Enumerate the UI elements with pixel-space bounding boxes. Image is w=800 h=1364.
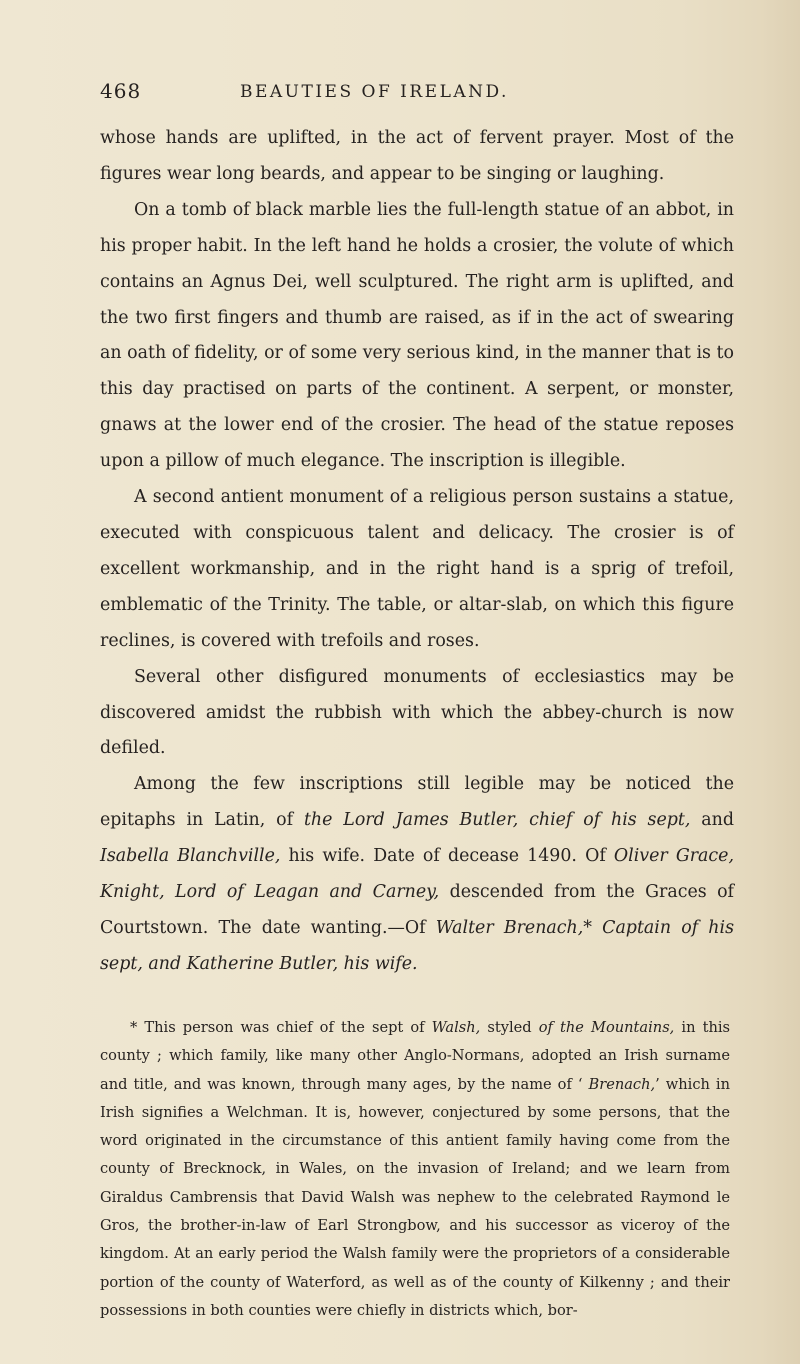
epitaph-and: and: [690, 810, 735, 831]
footnote-marker: *: [583, 917, 592, 938]
epitaph-intro: Among the few inscriptions still legible may be noticed the epitaphs in Latin, of: [100, 774, 734, 831]
epitaph-date-1490: his wife. Date of decease 1490. Of: [280, 846, 614, 867]
footnote-walsh: Walsh,: [431, 1019, 481, 1036]
paragraph-continued: whose hands are uplifted, in the act of fervent prayer. Most of the figures wear long beards, and appear to be singing or laughing.: [100, 128, 734, 184]
footnote: [100, 1014, 730, 1325]
footnote-text-4: ’ which in Irish signifies a Welchman. It is, however, conjectured by some persons, that the word originated in the circumstance of this antient family having come from the county of Brecknock, in Wales, on the invasion of Ireland; and we learn from Giraldus Cambrensis that David Walsh was nephew to the celebrated Raymond le Gros, the brother-in-law of Earl Strongbow, and his successor as viceroy of the kingdom. At an early period the Walsh family were the proprietors of a considerable portion of the county of Waterford, as well as of the county of Kilkenny ; and their possessions in both counties were chiefly in districts which, bor-: [100, 1075, 730, 1319]
running-title: BEAUTIES OF IRELAND.: [240, 82, 509, 102]
epitaph-name-walter-brenach: Walter Brenach,: [435, 917, 584, 938]
paragraph-epitaphs: [100, 767, 734, 982]
paragraph-abbot-tomb: On a tomb of black marble lies the full-length statue of an abbot, in his proper habit. In the left hand he holds a crosier, the volute of which contains an Agnus Dei, well sculptured. The right arm is uplifted, and the two first fingers and thumb are raised, as if in the act of swearing an oath of fidelity, or of some very serious kind, in the manner that is to this day practised on parts of the continent. A serpent, or monster, gnaws at the lower end of the crosier. The head of the statue reposes upon a pillow of much elegance. The inscription is illegible.: [100, 199, 734, 472]
paragraph-second-monument: A second antient monument of a religious person sustains a statue, executed with conspicuous talent and delicacy. The crosier is of excellent workmanship, and in the right hand is a sprig of trefoil, emblematic of the Trinity. The table, or altar-slab, on which this figure reclines, is covered with trefoils and roses.: [100, 487, 734, 651]
epitaph-name-isabella: Isabella Blanchville,: [100, 846, 281, 867]
epitaph-name-james-butler: the Lord James Butler, chief of his sept,: [303, 810, 691, 831]
paragraph-other-monuments: Several other disfigured monuments of ecclesiastics may be discovered amidst the rubbish with which the abbey-church is now defiled.: [100, 666, 734, 759]
epitaph-name-oliver-grace: Oliver Grace, Knight, Lord of Leagan and Carney,: [100, 846, 734, 903]
footnote-text-2: styled: [480, 1019, 539, 1036]
page-number: 468: [100, 79, 142, 103]
epitaph-graces: descended from the Graces of Courtstown. The date wanting.—Of: [100, 882, 734, 938]
footnote-mountains: of the Mountains,: [538, 1019, 675, 1036]
footnote-star: *: [130, 1019, 145, 1036]
epitaph-name-katherine-butler: Captain of his sept, and Katherine Butler, his wife.: [100, 917, 734, 974]
footnote-text-1: This person was chief of the sept of: [144, 1019, 432, 1036]
footnote-brenach: Brenach,: [588, 1075, 656, 1093]
running-head: [100, 79, 740, 109]
footnote-text-3: in this county ; which family, like many other Anglo-Normans, adopted an Irish surname and title, and was known, through many ages, by the name of ‘: [100, 1019, 731, 1093]
body-text: [100, 121, 734, 983]
